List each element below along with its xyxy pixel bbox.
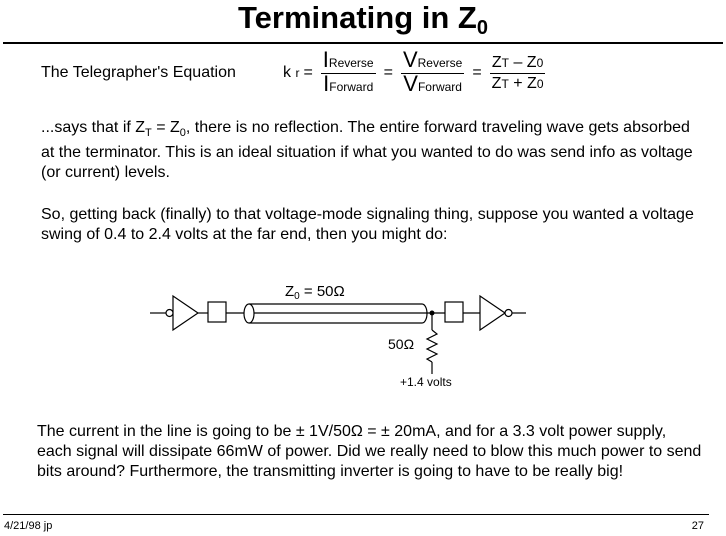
paragraph-no-reflection: ...says that if $Z_T = Z_0$, there is no reflection. The entire forward traveling wave gets absorbed at the terminator. This is an ideal situation if what you wanted to do was send info as voltage (or current) levels. xyxy=(41,119,693,182)
fraction-impedance: $\frac{ZT - Z0}{ZT + Z0}$ xyxy=(491,53,544,92)
supply-voltage-label: +1.4 volts xyxy=(400,375,452,389)
equals-2: = xyxy=(383,64,393,81)
transmission-line-near-end xyxy=(244,304,254,323)
junction-dot xyxy=(430,311,435,316)
driver-inverter-icon xyxy=(173,296,198,330)
driver-pad-icon xyxy=(208,302,226,322)
driver-inverter-bubble xyxy=(166,310,173,317)
title-main: Terminating in Z xyxy=(238,0,477,35)
paragraph-voltage-swing: So, getting back (finally) to that voltage-mode signaling thing, suppose you wanted a voltage swing of 0.4 to 2.4 volts at the far end, then you might do: xyxy=(41,206,694,243)
fraction-voltage: $\frac{\text{VReverse}}{\text{VForward}}$ xyxy=(402,46,463,96)
termination-resistor-icon xyxy=(427,330,437,362)
receiver-inverter-bubble xyxy=(505,310,512,317)
fraction-current: $\frac{\text{IReverse}}{\text{IForward}}$ xyxy=(322,46,374,96)
resistor-value-label: 50Ω xyxy=(388,336,415,352)
paragraph-power-dissipation: The current in the line is going to be ± 1V/50Ω = ± 20mA, and for a 3.3 volt power supply, each signal will dissipate 66mW of power. Did we really need to blow this much power to send bits around? Furthermore, the transmitting inverter is going to have to be really big! xyxy=(37,423,702,480)
z0-label: $Z_0 = 50\Omega$ xyxy=(285,283,345,302)
footer-date: 4/21/98 jp xyxy=(4,520,53,532)
equals-3: = xyxy=(472,64,482,81)
title-subscript: 0 xyxy=(476,17,488,39)
receiver-pad-icon xyxy=(445,302,463,322)
page-number: 27 xyxy=(691,520,704,532)
equals-1: = xyxy=(303,64,313,81)
receiver-inverter-icon xyxy=(480,296,505,330)
k-symbol: k r xyxy=(283,64,300,81)
equation-label: The Telegrapher's Equation xyxy=(41,64,236,81)
footer-rule xyxy=(3,514,709,515)
